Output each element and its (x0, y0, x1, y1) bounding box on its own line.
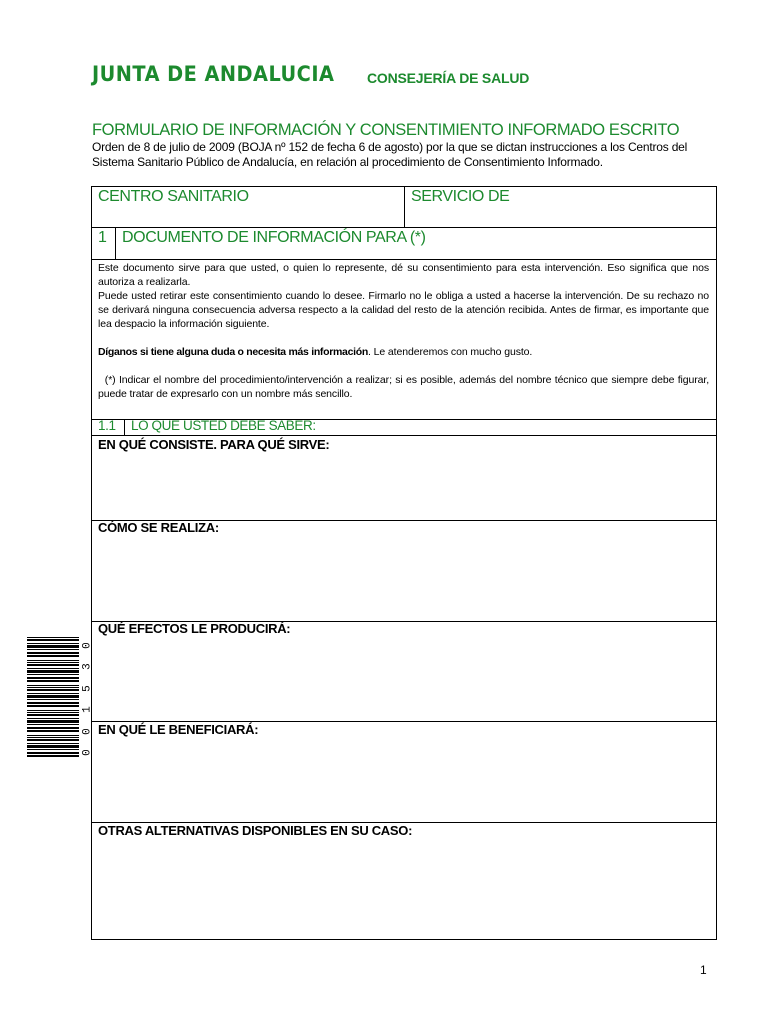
subsection-1-1-title: LO QUE USTED DEBE SABER: (131, 418, 316, 433)
body-paragraph-2: Puede usted retirar este consentimiento cuando lo desee. Firmarlo no le obliga a usted a hacerse la intervención. De su rechazo no se derivará ninguna consecuencia adversa respecto a la calidad del resto de la atención recibida. Antes de firmar, es importante que lea despacio la información siguiente. (98, 290, 709, 330)
section-alternativas-label: OTRAS ALTERNATIVAS DISPONIBLES EN SU CASO: (98, 823, 413, 838)
section-efectos-label: QUÉ EFECTOS LE PRODUCIRÁ: (98, 621, 291, 636)
intro-text: Orden de 8 de julio de 2009 (BOJA nº 152 de fecha 6 de agosto) por la que se dictan instrucciones a los Centros del Sistema Sanitario Público de Andalucía, en relación al procedimiento de Consentimiento Informado. (92, 140, 688, 169)
servicio-label: SERVICIO DE (411, 188, 510, 205)
section-beneficiara-label: EN QUÉ LE BENEFICIARÁ: (98, 722, 259, 737)
centro-sanitario-label: CENTRO SANITARIO (98, 188, 249, 205)
body-paragraph-3 (98, 345, 709, 359)
section-alternativas-box[interactable] (91, 822, 717, 940)
barcode-digit: 0 (81, 642, 94, 649)
barcode-digit: 0 (81, 749, 94, 756)
barcode-digit: 5 (81, 684, 94, 692)
subsection-1-1-number: 1.1 (98, 418, 116, 433)
consejeria-label: CONSEJERÍA DE SALUD (367, 70, 530, 86)
barcode-digit: 1 (81, 706, 94, 713)
barcode-icon (27, 637, 79, 759)
barcode-digits (82, 640, 94, 758)
section-1-body-text (98, 261, 709, 401)
body-paragraph-4 (98, 373, 709, 401)
body-paragraph-4-text: (*) Indicar el nombre del procedimiento/intervención a realizar; si es posible, además del nombre técnico que siempre debe figurar, puede tratar de expresarlo con un nombre más sencillo. (98, 374, 710, 400)
junta-de-andalucia-logo: JUNTA DE ANDALUCIA (92, 62, 335, 86)
body-paragraph-1: Este documento sirve para que usted, o quien lo represente, dé su consentimiento para esta intervención. Eso significa que nos autoriza a realizarla. (98, 262, 709, 288)
section-1-title[interactable]: DOCUMENTO DE INFORMACIÓN PARA (*) (122, 229, 426, 246)
page-number: 1 (700, 963, 707, 977)
body-paragraph-3-bold: Díganos si tiene alguna duda o necesita más información (98, 346, 368, 358)
section-1-number: 1 (98, 229, 107, 246)
barcode-digit: 3 (81, 663, 94, 671)
document-title: FORMULARIO DE INFORMACIÓN Y CONSENTIMIENTO INFORMADO ESCRITO (92, 121, 680, 139)
barcode-digit: 0 (81, 727, 94, 735)
body-paragraph-3-rest: . Le atenderemos con mucho gusto. (368, 346, 533, 358)
section-realiza-label: CÓMO SE REALIZA: (98, 520, 219, 535)
section-efectos-box[interactable] (91, 621, 717, 722)
section-consiste-label: EN QUÉ CONSISTE. PARA QUÉ SIRVE: (98, 437, 330, 452)
section-realiza-box[interactable] (91, 520, 717, 622)
